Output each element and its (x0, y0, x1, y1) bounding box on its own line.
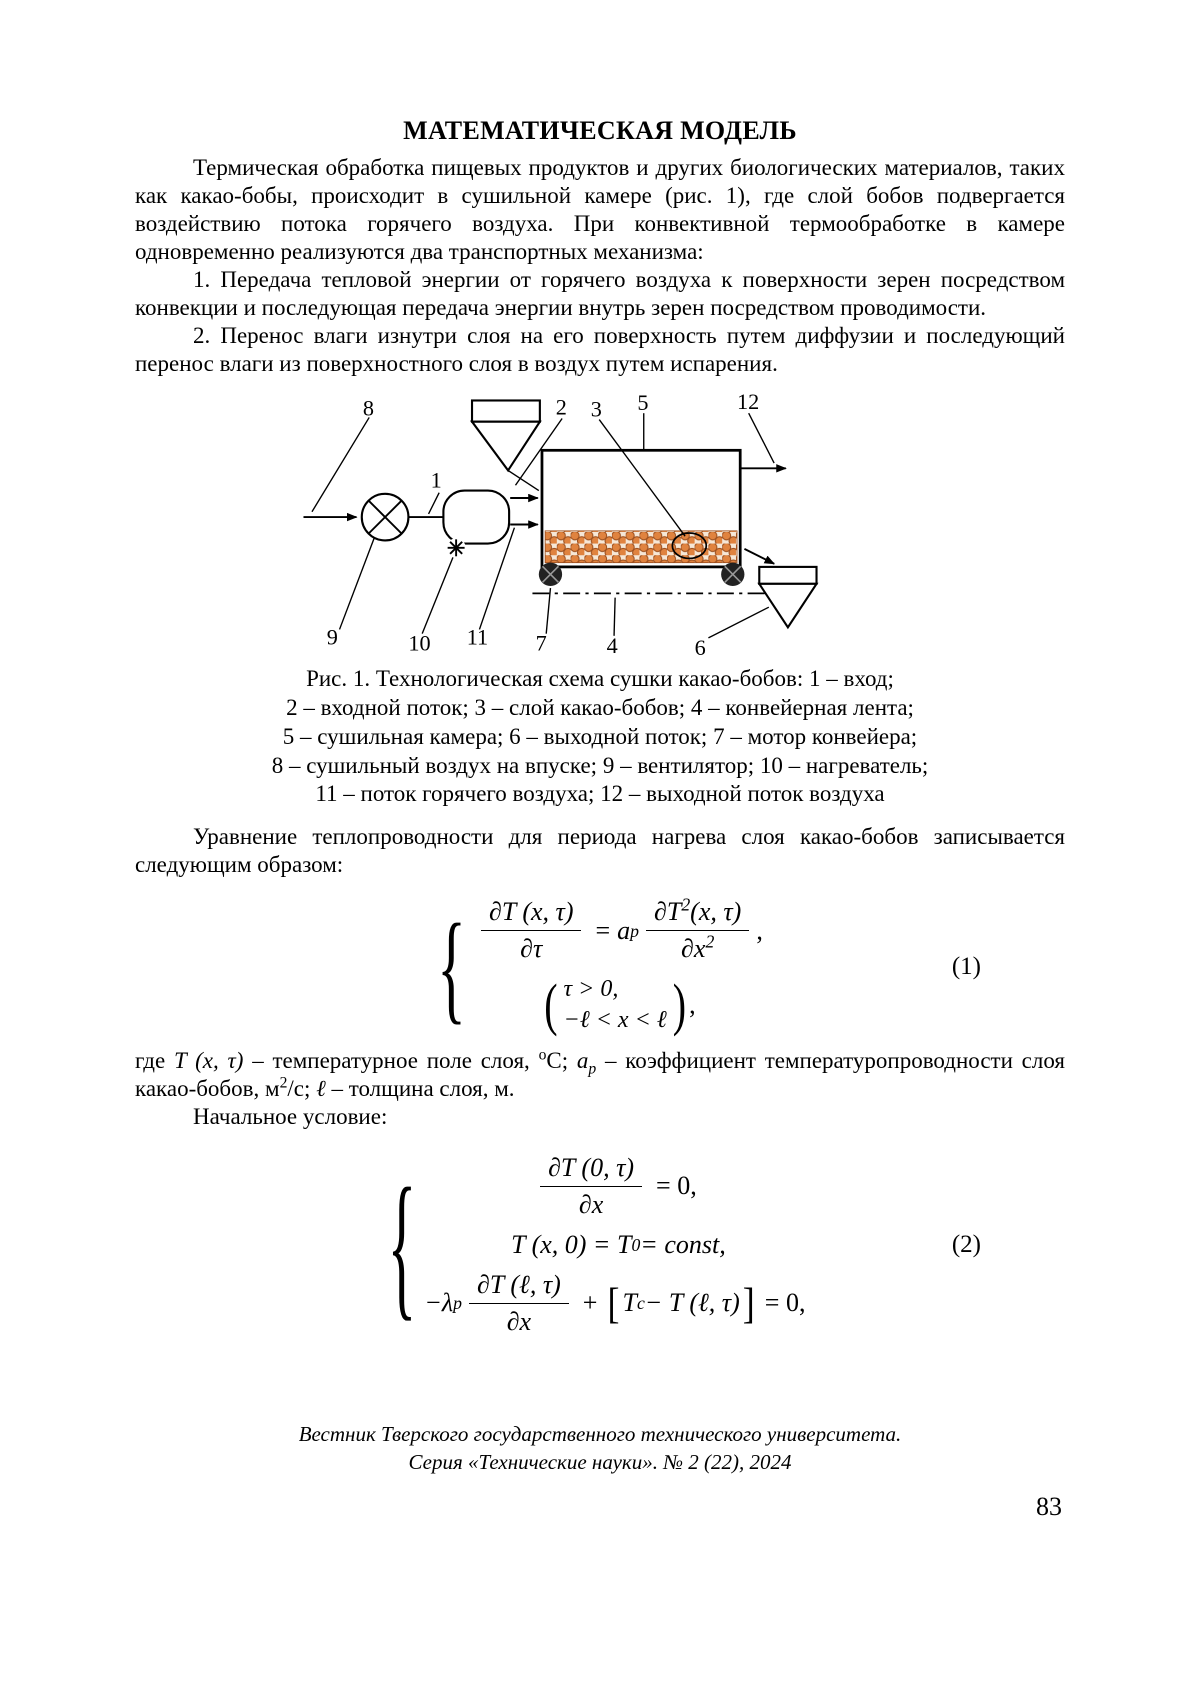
leader-10 (422, 558, 453, 634)
conveyor-roller-left (539, 563, 562, 586)
leader-4 (614, 598, 615, 636)
diagram-label-7: 7 (535, 631, 547, 657)
paragraph-variables: где T (x, τ) – температурное поле слоя, $^о$С; $a_p$ – коэффициент температуропроводности слоя какао-бобов, $м^2/с$; ℓ – толщина слоя, м. (135, 1045, 1066, 1101)
page-number: 83 (1036, 1492, 1062, 1521)
leader-9 (340, 538, 375, 630)
figure-1 (95, 392, 1025, 657)
diagram-label-3: 3 (590, 396, 602, 422)
leader-1 (429, 493, 440, 514)
caption-line: Рис. 1. Технологическая схема сушки какао-бобов: 1 – вход; (306, 666, 894, 692)
process-diagram (295, 392, 825, 657)
diagram-label-8: 8 (362, 395, 374, 421)
paragraph-equation-intro: Уравнение теплопроводности для периода нагрева слоя какао-бобов записывается следующим образом: (135, 824, 1065, 878)
figure-caption (135, 665, 1065, 809)
paragraph-mechanism-2: 2. Перенос влаги изнутри слоя на его поверхность путем диффузии и последующий перенос влаги из поверхностного слоя в воздух путем испарения. (135, 323, 1065, 377)
boundary-row-1: $\frac{\partial T (0, \tau)}{\partial x}$ = 0, (424, 1153, 812, 1220)
equation-1 (135, 894, 1065, 1038)
outlet-hopper (759, 567, 816, 627)
diagram-label-10: 10 (408, 631, 431, 657)
boundary-row-3: −λ p $\frac{\text{∂T (ℓ, τ)}}{\partial x}$ + [ T c − T (ℓ, τ) ] = 0, (424, 1269, 806, 1336)
page-title: МАТЕМАТИЧЕСКАЯ МОДЕЛЬ (403, 116, 797, 145)
discharge-arrow (744, 549, 774, 564)
journal-title: Вестник Тверского государственного технического университета. (298, 1422, 902, 1446)
paragraph-initial-condition: Начальное условие: (193, 1103, 388, 1129)
equation-2 (135, 1153, 1065, 1337)
left-brace: { (437, 899, 466, 1035)
boundary-row-2: T (x, 0) = T 0 = const, (511, 1229, 726, 1259)
fraction: $\frac{\text{∂T (ℓ, τ)}}{\partial x}$ (469, 1270, 569, 1337)
cocoa-bean-layer (545, 531, 737, 563)
caption-line: 2 – входной поток; 3 – слой какао-бобов; 4 – конвейерная лента; (286, 695, 914, 721)
equation-2-number: (2) (951, 1230, 981, 1258)
diagram-label-2: 2 (555, 394, 567, 420)
diagram-label-6: 6 (694, 635, 706, 658)
fraction: $\frac{\partial T^2(x, \tau)}{\partial x^2}$ (646, 897, 749, 964)
caption-line: 11 – поток горячего воздуха; 12 – выходной поток воздуха (315, 781, 885, 807)
caption-line: 8 – сушильный воздух на впуске; 9 – вентилятор; 10 – нагреватель; (271, 752, 929, 778)
equation-1-number: (1) (951, 952, 981, 980)
fraction: $\frac{\partial T (x, \tau)}{\partial\tau}$ (481, 897, 582, 964)
leader-12 (749, 414, 774, 464)
heat-equation-row: $\frac{\partial T (x, \tau)}{\partial\tau}$ = a p $\frac{\partial T^2(x, \tau)}{\partial x^2}$ , (474, 897, 763, 964)
leader-8 (312, 418, 369, 512)
leader-7 (546, 588, 550, 634)
fraction: $\frac{\partial T (0, \tau)}{\partial x}$ (540, 1153, 642, 1220)
inlet-hopper (472, 401, 540, 491)
domain-conditions-row: ( τ > 0, −ℓ < x < ℓ ) , (544, 972, 696, 1038)
caption-line: 5 – сушильная камера; 6 – выходной поток; 7 – мотор конвейера; (282, 723, 918, 749)
diagram-label-1: 1 (430, 467, 442, 493)
heater-symbol (443, 491, 509, 558)
diagram-label-12: 12 (737, 392, 760, 415)
diagram-label-11: 11 (466, 624, 489, 650)
paragraph-intro: Термическая обработка пищевых продуктов и других биологических материалов, таких как какао-бобы, происходит в сушильной камере (рис. 1), где слой бобов подвергается воздействию потока горячего воздуха. При конвективной термообработке в камере одновременно реализуются два транспортных механизма: (135, 155, 1065, 265)
left-brace: { (387, 1155, 417, 1334)
leader-6 (708, 608, 768, 639)
diagram-label-4: 4 (606, 633, 618, 658)
journal-issue: Серия «Технические науки». № 2 (22), 2024 (408, 1450, 792, 1475)
diagram-label-5: 5 (637, 392, 649, 416)
diagram-label-9: 9 (326, 624, 338, 650)
conveyor-roller-right (721, 563, 744, 586)
journal-footer (0, 1420, 1200, 1477)
fan-symbol (362, 494, 409, 541)
paragraph-mechanism-1: 1. Передача тепловой энергии от горячего воздуха к поверхности зерен посредством конвекции и последующая передача энергии внутрь зерен посредством проводимости. (135, 267, 1065, 321)
